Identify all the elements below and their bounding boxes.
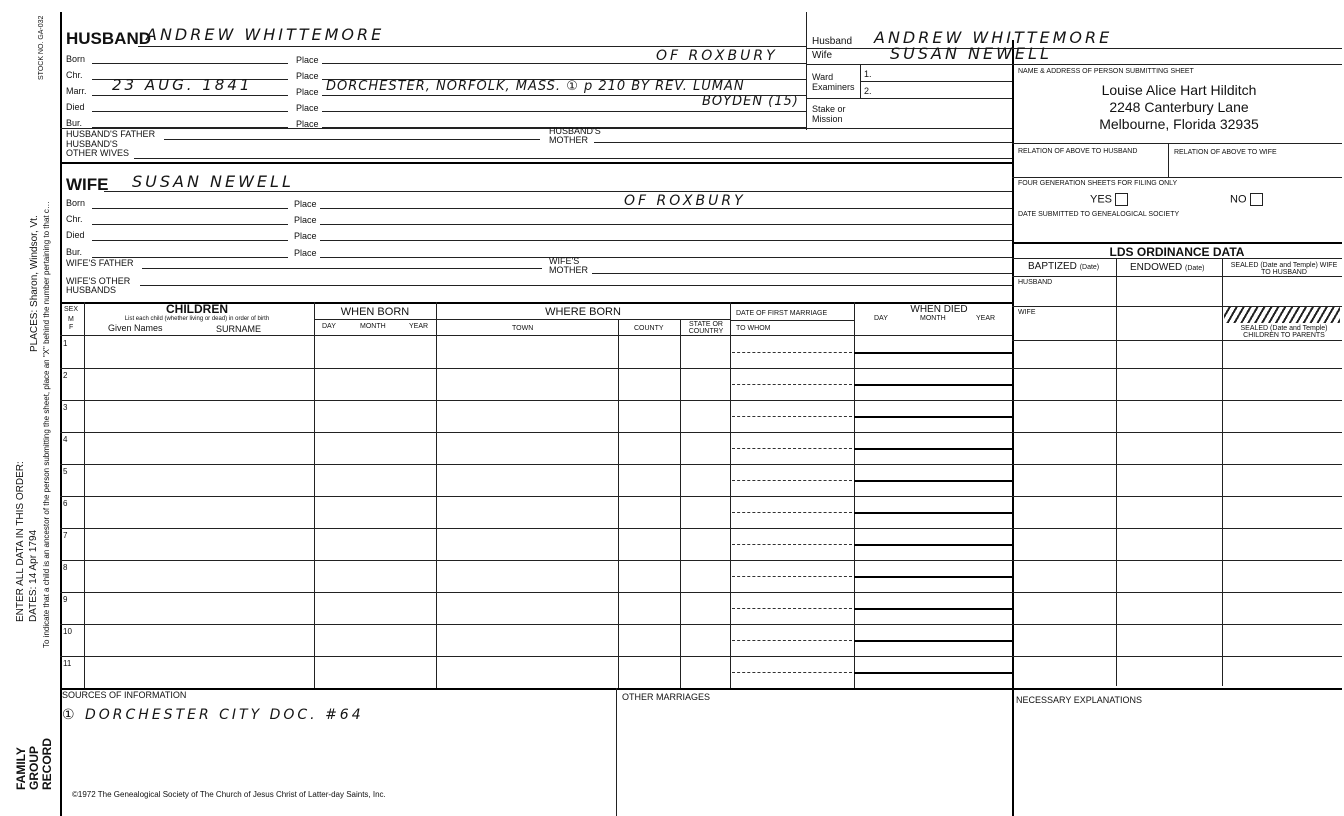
husband-father-line: [164, 139, 540, 140]
sources-label: SOURCES OF INFORMATION: [62, 690, 187, 700]
child-row-number: 9: [63, 595, 68, 604]
husband-other-wives-label: HUSBAND'S OTHER WIVES: [66, 139, 130, 158]
four-gen-label: FOUR GENERATION SHEETS FOR FILING ONLY: [1018, 180, 1178, 187]
child-row-number: 4: [63, 435, 68, 444]
right-top-divider: [806, 12, 807, 130]
copyright-notice: ©1972 The Genealogical Society of The Church of Jesus Christ of Latter-day Saints, Inc.: [72, 790, 386, 799]
lds-header-line: [1012, 276, 1342, 277]
wife-bur-place-label: Place: [294, 248, 317, 258]
right-husband-label: Husband: [812, 36, 853, 47]
child-row-line: [60, 656, 1342, 657]
no-checkbox[interactable]: [1230, 193, 1263, 206]
died-date-line: [854, 352, 1012, 354]
husband-marr-label: Marr.: [66, 86, 87, 96]
col-when-born: [436, 302, 437, 688]
died-date-line: [854, 448, 1012, 450]
died-day-header: DAY: [874, 315, 888, 322]
sex-m: M: [68, 316, 74, 323]
died-month-header: MONTH: [920, 315, 946, 322]
husband-father-label: HUSBAND'S FATHER: [66, 129, 156, 139]
right-panel-divider: [1012, 40, 1014, 816]
child-row-line: [60, 624, 1342, 625]
stake-label: Stake or: [812, 104, 846, 114]
other-marriages-label: OTHER MARRIAGES: [622, 692, 711, 702]
yes-label: YES: [1090, 193, 1113, 206]
necessary-explanations-label: NECESSARY EXPLANATIONS: [1016, 695, 1143, 705]
died-date-line: [854, 640, 1012, 642]
mission-label: Mission: [812, 114, 843, 124]
marriage-date-dashline: [732, 640, 852, 641]
wife-other-husbands-line: [140, 285, 1012, 286]
right-husband-line: [806, 48, 1342, 49]
husband-died-place-label: Place: [296, 103, 319, 113]
endowed-date-label: (Date): [1185, 265, 1205, 272]
wife-mother-label: WIFE'S MOTHER: [549, 256, 588, 275]
col-names: [314, 302, 315, 688]
given-names-header: Given Names: [108, 323, 163, 333]
wife-bur-label: Bur.: [66, 247, 83, 257]
col-town: [618, 319, 619, 688]
husband-born-date-line: [92, 63, 288, 64]
right-wife-line: [806, 64, 1342, 65]
submitter-city: Melbourne, Florida 32935: [1099, 116, 1259, 132]
lds-husband-label: HUSBAND: [1018, 279, 1053, 286]
died-date-line: [854, 512, 1012, 514]
submitter-street: 2248 Canterbury Lane: [1109, 99, 1249, 115]
child-row-line: [60, 560, 1342, 561]
child-row-line: [60, 528, 1342, 529]
wife-died-date-line: [92, 240, 288, 241]
sex-header: SEX: [64, 306, 79, 313]
husband-died-date-line: [92, 111, 288, 112]
lds-wife-label: WIFE: [1018, 309, 1036, 316]
right-wife-label: Wife: [812, 50, 832, 61]
wife-chr-label: Chr.: [66, 214, 83, 224]
wife-born-date-line: [92, 208, 288, 209]
marriage-date-dashline: [732, 448, 852, 449]
enter-all-note: ENTER ALL DATA IN THIS ORDER:: [15, 461, 26, 622]
child-row-number: 10: [63, 627, 72, 636]
marriage-date-dashline: [732, 512, 852, 513]
child-row-number: 6: [63, 499, 68, 508]
submitter-name: Louise Alice Hart Hilditch: [1101, 82, 1257, 98]
right-husband-handwritten: ANDREW WHITTEMORE: [874, 28, 1113, 47]
wife-died-place-label: Place: [294, 231, 317, 241]
wife-father-label: WIFE'S FATHER: [66, 258, 134, 268]
child-row-number: 3: [63, 403, 68, 412]
died-date-line: [854, 576, 1012, 578]
child-row-line: [60, 368, 1342, 369]
examiner-1-line: [860, 81, 1012, 82]
wife-mother-line: [592, 273, 1012, 274]
died-date-line: [854, 544, 1012, 546]
sealed-wife-label: SEALED (Date and Temple) WIFE TO HUSBAND: [1230, 262, 1338, 276]
child-row-number: 5: [63, 467, 68, 476]
husband-born-place-label: Place: [296, 55, 319, 65]
lds-top-line: [1012, 242, 1342, 244]
town-header: TOWN: [512, 325, 534, 332]
born-day-header: DAY: [322, 323, 336, 330]
col-sex: [84, 302, 85, 688]
born-year-header: YEAR: [409, 323, 429, 330]
wife-father-line: [142, 268, 542, 269]
sex-f: F: [69, 324, 74, 331]
marriage-subline: [730, 320, 854, 321]
marriage-date-dashline: [732, 352, 852, 353]
husband-marr-place-handwritten-2: BOYDEN (15): [702, 94, 799, 109]
submitter-label: NAME & ADDRESS OF PERSON SUBMITTING SHEET: [1018, 68, 1194, 75]
child-row-line: [60, 592, 1342, 593]
wife-label: WIFE: [66, 175, 109, 194]
husband-marr-place-line: [322, 95, 806, 96]
lds-col-divider-1: [1116, 258, 1117, 686]
husband-other-wives-line: [134, 158, 1012, 159]
wife-name-line: [104, 191, 1012, 192]
husband-bur-place-label: Place: [296, 119, 319, 129]
yes-box[interactable]: [1115, 193, 1128, 206]
husband-born-place-line: [322, 63, 806, 64]
to-whom-header: TO WHOM: [736, 325, 771, 332]
submitter-divider: [1012, 143, 1342, 144]
wife-other-husbands-label: WIFE'S OTHER HUSBANDS: [66, 276, 131, 295]
husband-born-place-handwritten: OF ROXBURY: [656, 48, 778, 64]
col-marriage: [854, 302, 855, 688]
form-title-family: FAMILY: [14, 747, 28, 790]
marriage-date-dashline: [732, 544, 852, 545]
child-row-line: [60, 464, 1342, 465]
child-row-line: [60, 432, 1342, 433]
child-row-number: 11: [63, 659, 72, 668]
husband-label: HUSBAND: [66, 29, 151, 48]
wife-born-place-handwritten: OF ROXBURY: [624, 193, 746, 209]
bottom-divider: [616, 688, 617, 816]
lds-wife-line: [1012, 340, 1342, 341]
endowed-label: ENDOWED: [1130, 262, 1183, 273]
lds-col-divider-2: [1222, 258, 1223, 686]
relation-divider: [1168, 143, 1169, 177]
examiners-label: Examiners: [812, 82, 855, 92]
husband-bur-label: Bur.: [66, 118, 83, 128]
husband-marr-place-handwritten: DORCHESTER, NORFOLK, MASS. ① p 210 BY REV. LUMAN: [326, 79, 745, 94]
husband-wife-divider: [60, 162, 1012, 164]
husband-divider: [60, 128, 1012, 129]
husband-died-place-line: [322, 111, 806, 112]
husband-chr-label: Chr.: [66, 70, 83, 80]
examiner-2-line: [806, 98, 1012, 99]
form-title-group: GROUP: [27, 745, 41, 790]
wife-died-label: Died: [66, 230, 85, 240]
died-date-line: [854, 480, 1012, 482]
wife-chr-place-line: [320, 224, 1012, 225]
wife-chr-place-label: Place: [294, 215, 317, 225]
examiner-2: 2.: [864, 86, 872, 96]
first-marriage-header: DATE OF FIRST MARRIAGE: [736, 310, 828, 317]
col-county: [680, 319, 681, 688]
col-state: [730, 302, 731, 688]
form-title-record: RECORD: [40, 737, 54, 790]
dates-note: DATES: 14 Apr 1794: [28, 529, 39, 622]
hatched-box: [1224, 307, 1340, 323]
husband-mother-label: HUSBAND'S MOTHER: [549, 126, 601, 145]
husband-name-handwritten: ANDREW WHITTEMORE: [146, 25, 385, 44]
county-header: COUNTY: [634, 325, 664, 332]
children-header-bottom: [60, 335, 1012, 336]
husband-marr-date-line: [92, 95, 288, 96]
surname-header: SURNAME: [216, 324, 262, 334]
date-submitted-label: DATE SUBMITTED TO GENEALOGICAL SOCIETY: [1018, 211, 1180, 218]
when-born-header: WHEN BORN: [340, 306, 410, 318]
wife-name-handwritten: SUSAN NEWELL: [132, 172, 294, 191]
child-row-line: [60, 400, 1342, 401]
died-date-line: [854, 384, 1012, 386]
husband-marr-date-handwritten: 23 AUG. 1841: [112, 76, 253, 94]
relation-bottom-line: [1012, 177, 1342, 178]
no-box[interactable]: [1250, 193, 1263, 206]
where-born-header: WHERE BORN: [545, 306, 621, 318]
child-row-number: 8: [63, 563, 68, 572]
died-date-line: [854, 672, 1012, 674]
husband-marr-place-label: Place: [296, 87, 319, 97]
header-subline: [314, 319, 730, 320]
ward-label: Ward: [812, 72, 834, 82]
places-note: PLACES: Sharon, Windsor, Vt.: [29, 215, 40, 352]
marriage-date-dashline: [732, 384, 852, 385]
wife-died-place-line: [320, 240, 1012, 241]
child-row-number: 2: [63, 371, 68, 380]
husband-died-label: Died: [66, 102, 85, 112]
marriage-date-dashline: [732, 608, 852, 609]
wife-born-place-label: Place: [294, 199, 317, 209]
wife-born-label: Born: [66, 198, 86, 208]
bottom-top-line: [60, 688, 1342, 690]
sources-handwritten: ① DORCHESTER CITY DOC. #64: [62, 707, 364, 723]
stock-number: STOCK NO. GA-032: [38, 15, 45, 80]
marriage-date-dashline: [732, 416, 852, 417]
child-row-number: 1: [63, 339, 68, 348]
baptized-date-label: (Date): [1079, 264, 1100, 271]
wife-chr-date-line: [92, 224, 288, 225]
born-month-header: MONTH: [360, 323, 386, 330]
when-died-header: WHEN DIED: [910, 304, 968, 315]
husband-mother-line: [594, 142, 1012, 143]
husband-born-label: Born: [66, 54, 86, 64]
no-label: NO: [1230, 193, 1247, 206]
child-row-number: 7: [63, 531, 68, 540]
yes-checkbox[interactable]: [1090, 193, 1128, 206]
husband-chr-place-label: Place: [296, 71, 319, 81]
indicate-note: To indicate that a child is an ancestor of the person submitting the sheet, place an "X" behind the number pertaining to that c…: [42, 201, 51, 648]
died-date-line: [854, 608, 1012, 610]
relation-wife-label: RELATION OF ABOVE TO WIFE: [1174, 149, 1277, 156]
marriage-date-dashline: [732, 672, 852, 673]
marriage-date-dashline: [732, 480, 852, 481]
wife-born-place-line: [320, 208, 1012, 209]
sealed-children-label: SEALED (Date and Temple) CHILDREN TO PARENTS: [1240, 325, 1328, 339]
lds-title-line: [1012, 258, 1342, 259]
died-year-header: YEAR: [976, 315, 996, 322]
died-date-line: [854, 416, 1012, 418]
children-instruction: List each child (whether living or dead) in order of birth: [124, 316, 270, 322]
child-row-line: [60, 496, 1342, 497]
lds-title: LDS ORDINANCE DATA: [1109, 245, 1245, 259]
wife-bur-place-line: [320, 257, 1012, 258]
marriage-date-dashline: [732, 576, 852, 577]
baptized-label: BAPTIZED: [1028, 261, 1077, 272]
examiner-1: 1.: [864, 69, 872, 79]
state-header: STATE OR COUNTRY: [688, 321, 724, 335]
children-title: CHILDREN: [166, 302, 228, 316]
relation-husband-label: RELATION OF ABOVE TO HUSBAND: [1018, 148, 1138, 155]
right-wife-handwritten: SUSAN NEWELL: [890, 44, 1052, 63]
